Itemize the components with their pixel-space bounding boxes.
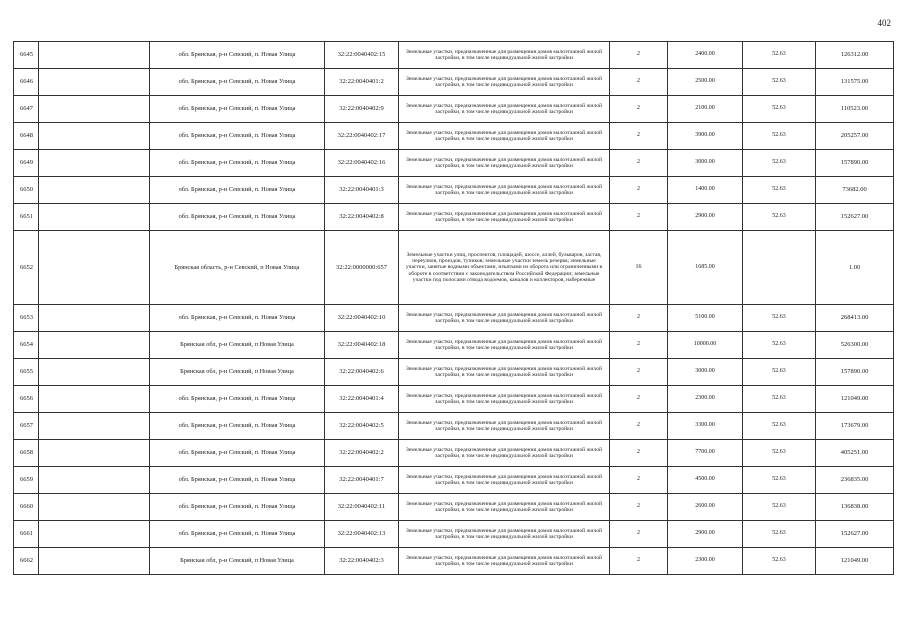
area-cell: 3000.00 xyxy=(668,359,743,386)
area-cell: 2100.00 xyxy=(668,96,743,123)
blank-cell xyxy=(39,521,150,548)
blank-cell xyxy=(39,96,150,123)
cadastral-value-cell: 1.00 xyxy=(816,231,894,305)
row-number: 6650 xyxy=(14,177,39,204)
group-cell: 2 xyxy=(610,494,668,521)
blank-cell xyxy=(39,305,150,332)
cadastral-value-cell: 152627.00 xyxy=(816,521,894,548)
table-row xyxy=(14,548,894,575)
permitted-use-cell: Земельные участки, предназначенные для размещения домов малоэтажной жилой застройки, в том числе индивидуальной жилой застройки xyxy=(399,204,610,231)
area-cell: 1685.00 xyxy=(668,231,743,305)
table-row xyxy=(14,204,894,231)
table-row xyxy=(14,177,894,204)
group-cell: 2 xyxy=(610,467,668,494)
cadastral-number-cell: 32:22:0040402:16 xyxy=(325,150,399,177)
group-cell: 2 xyxy=(610,150,668,177)
blank-cell xyxy=(39,42,150,69)
permitted-use-cell: Земельные участки, предназначенные для размещения домов малоэтажной жилой застройки, в том числе индивидуальной жилой застройки xyxy=(399,42,610,69)
rate-cell: 52.63 xyxy=(743,494,816,521)
permitted-use-cell: Земельные участки, предназначенные для размещения домов малоэтажной жилой застройки, в том числе индивидуальной жилой застройки xyxy=(399,548,610,575)
cadastral-value-cell: 268413.00 xyxy=(816,305,894,332)
cadastral-number-cell: 32:22:0040402:2 xyxy=(325,440,399,467)
area-cell: 2300.00 xyxy=(668,548,743,575)
row-number: 6659 xyxy=(14,467,39,494)
group-cell: 2 xyxy=(610,359,668,386)
row-number: 6660 xyxy=(14,494,39,521)
row-number: 6647 xyxy=(14,96,39,123)
blank-cell xyxy=(39,177,150,204)
rate-cell: 52.63 xyxy=(743,123,816,150)
row-number: 6646 xyxy=(14,69,39,96)
permitted-use-cell: Земельные участки, предназначенные для размещения домов малоэтажной жилой застройки, в том числе индивидуальной жилой застройки xyxy=(399,305,610,332)
address-cell: обл. Брянская, р-н Севский, п. Новая Улица xyxy=(150,177,325,204)
group-cell: 2 xyxy=(610,177,668,204)
table-row xyxy=(14,123,894,150)
address-cell: обл. Брянская, р-н Севский, п. Новая Улица xyxy=(150,305,325,332)
permitted-use-cell: Земельные участки улиц, проспектов, площадей, шоссе, аллей, бульваров, застав, переулков, проездов, тупиков; земельные участки земель резерва; земельные участки, занятые водными объектами, изъятыми из оборота или ограниченными в обороте в соответствии с законодательством Российской Федерации; земельные участки под полосами отвода водоемов, каналов и коллекторов, набережные xyxy=(399,231,610,305)
address-cell: обл. Брянская, р-н Севский, п. Новая Улица xyxy=(150,494,325,521)
address-cell: Брянская обл, р-н Севский, п Новая Улица xyxy=(150,548,325,575)
table-row xyxy=(14,359,894,386)
row-number: 6654 xyxy=(14,332,39,359)
group-cell: 2 xyxy=(610,305,668,332)
row-number: 6652 xyxy=(14,231,39,305)
group-cell: 2 xyxy=(610,123,668,150)
rate-cell: 52.63 xyxy=(743,332,816,359)
table-row xyxy=(14,305,894,332)
page-number: 402 xyxy=(877,18,891,28)
cadastral-number-cell: 32:22:0040402:10 xyxy=(325,305,399,332)
row-number: 6651 xyxy=(14,204,39,231)
group-cell: 2 xyxy=(610,521,668,548)
table-row xyxy=(14,231,894,305)
row-number: 6662 xyxy=(14,548,39,575)
cadastral-number-cell: 32:22:0040401:2 xyxy=(325,69,399,96)
area-cell: 4500.00 xyxy=(668,467,743,494)
group-cell: 16 xyxy=(610,231,668,305)
blank-cell xyxy=(39,548,150,575)
address-cell: обл. Брянская, р-н Севский, п. Новая Улица xyxy=(150,69,325,96)
cadastral-number-cell: 32:22:0040402:18 xyxy=(325,332,399,359)
cadastral-value-cell: 152627.00 xyxy=(816,204,894,231)
address-cell: обл. Брянская, р-н Севский, п. Новая Улица xyxy=(150,413,325,440)
area-cell: 2900.00 xyxy=(668,204,743,231)
rate-cell: 52.63 xyxy=(743,150,816,177)
row-number: 6661 xyxy=(14,521,39,548)
cadastral-value-cell: 136838.00 xyxy=(816,494,894,521)
row-number: 6655 xyxy=(14,359,39,386)
permitted-use-cell: Земельные участки, предназначенные для размещения домов малоэтажной жилой застройки, в том числе индивидуальной жилой застройки xyxy=(399,521,610,548)
permitted-use-cell: Земельные участки, предназначенные для размещения домов малоэтажной жилой застройки, в том числе индивидуальной жилой застройки xyxy=(399,440,610,467)
blank-cell xyxy=(39,440,150,467)
cadastral-value-cell: 110523.00 xyxy=(816,96,894,123)
row-number: 6658 xyxy=(14,440,39,467)
cadastral-number-cell: 32:22:0000000:657 xyxy=(325,231,399,305)
cadastral-number-cell: 32:22:0040401:3 xyxy=(325,177,399,204)
address-cell: обл. Брянская, р-н Севский, п. Новая Улица xyxy=(150,204,325,231)
row-number: 6649 xyxy=(14,150,39,177)
table-row xyxy=(14,96,894,123)
blank-cell xyxy=(39,150,150,177)
area-cell: 3000.00 xyxy=(668,150,743,177)
rate-cell: 52.63 xyxy=(743,69,816,96)
cadastral-value-cell: 121049.00 xyxy=(816,548,894,575)
cadastral-number-cell: 32:22:0040401:7 xyxy=(325,467,399,494)
blank-cell xyxy=(39,69,150,96)
table-body xyxy=(14,42,894,575)
table-row xyxy=(14,69,894,96)
rate-cell: 52.63 xyxy=(743,521,816,548)
cadastral-value-cell: 126312.00 xyxy=(816,42,894,69)
area-cell: 2300.00 xyxy=(668,386,743,413)
area-cell: 3300.00 xyxy=(668,413,743,440)
cadastral-number-cell: 32:22:0040402:5 xyxy=(325,413,399,440)
blank-cell xyxy=(39,332,150,359)
permitted-use-cell: Земельные участки, предназначенные для размещения домов малоэтажной жилой застройки, в том числе индивидуальной жилой застройки xyxy=(399,123,610,150)
rate-cell: 52.63 xyxy=(743,413,816,440)
table-row xyxy=(14,332,894,359)
cadastral-value-cell: 173679.00 xyxy=(816,413,894,440)
address-cell: обл. Брянская, р-н Севский, п. Новая Улица xyxy=(150,150,325,177)
cadastral-value-table xyxy=(13,41,894,575)
rate-cell: 52.63 xyxy=(743,305,816,332)
address-cell: обл. Брянская, р-н Севский, п. Новая Улица xyxy=(150,440,325,467)
cadastral-number-cell: 32:22:0040402:13 xyxy=(325,521,399,548)
cadastral-value-cell: 157890.00 xyxy=(816,150,894,177)
rate-cell: 52.63 xyxy=(743,177,816,204)
blank-cell xyxy=(39,494,150,521)
cadastral-number-cell: 32:22:0040402:3 xyxy=(325,548,399,575)
table-row xyxy=(14,521,894,548)
address-cell: обл. Брянская, р-н Севский, п. Новая Улица xyxy=(150,386,325,413)
group-cell: 2 xyxy=(610,332,668,359)
permitted-use-cell: Земельные участки, предназначенные для размещения домов малоэтажной жилой застройки, в том числе индивидуальной жилой застройки xyxy=(399,467,610,494)
rate-cell: 52.63 xyxy=(743,386,816,413)
permitted-use-cell: Земельные участки, предназначенные для размещения домов малоэтажной жилой застройки, в том числе индивидуальной жилой застройки xyxy=(399,413,610,440)
area-cell: 2900.00 xyxy=(668,521,743,548)
cadastral-number-cell: 32:22:0040402:11 xyxy=(325,494,399,521)
rate-cell xyxy=(743,231,816,305)
group-cell: 2 xyxy=(610,548,668,575)
address-cell: обл. Брянская, р-н Севский, п. Новая Улица xyxy=(150,42,325,69)
address-cell: Брянская обл, р-н Севский, п Новая Улица xyxy=(150,359,325,386)
table-row xyxy=(14,413,894,440)
cadastral-number-cell: 32:22:0040402:9 xyxy=(325,96,399,123)
cadastral-number-cell: 32:22:0040402:15 xyxy=(325,42,399,69)
table-row xyxy=(14,150,894,177)
area-cell: 10000.00 xyxy=(668,332,743,359)
address-cell: обл. Брянская, р-н Севский, п. Новая Улица xyxy=(150,467,325,494)
row-number: 6645 xyxy=(14,42,39,69)
row-number: 6648 xyxy=(14,123,39,150)
row-number: 6656 xyxy=(14,386,39,413)
permitted-use-cell: Земельные участки, предназначенные для размещения домов малоэтажной жилой застройки, в том числе индивидуальной жилой застройки xyxy=(399,332,610,359)
row-number: 6657 xyxy=(14,413,39,440)
area-cell: 2400.00 xyxy=(668,42,743,69)
area-cell: 2600.00 xyxy=(668,494,743,521)
group-cell: 2 xyxy=(610,440,668,467)
cadastral-value-cell: 73682.00 xyxy=(816,177,894,204)
blank-cell xyxy=(39,359,150,386)
rate-cell: 52.63 xyxy=(743,96,816,123)
cadastral-value-cell: 157890.00 xyxy=(816,359,894,386)
blank-cell xyxy=(39,413,150,440)
cadastral-value-cell: 205257.00 xyxy=(816,123,894,150)
rate-cell: 52.63 xyxy=(743,548,816,575)
cadastral-value-cell: 121049.00 xyxy=(816,386,894,413)
cadastral-number-cell: 32:22:0040402:17 xyxy=(325,123,399,150)
permitted-use-cell: Земельные участки, предназначенные для размещения домов малоэтажной жилой застройки, в том числе индивидуальной жилой застройки xyxy=(399,494,610,521)
address-cell: Брянская область, р-н Севский, п Новая Улица xyxy=(150,231,325,305)
permitted-use-cell: Земельные участки, предназначенные для размещения домов малоэтажной жилой застройки, в том числе индивидуальной жилой застройки xyxy=(399,386,610,413)
table-row xyxy=(14,467,894,494)
blank-cell xyxy=(39,467,150,494)
row-number: 6653 xyxy=(14,305,39,332)
area-cell: 1400.00 xyxy=(668,177,743,204)
group-cell: 2 xyxy=(610,69,668,96)
cadastral-number-cell: 32:22:0040402:8 xyxy=(325,204,399,231)
group-cell: 2 xyxy=(610,204,668,231)
group-cell: 2 xyxy=(610,413,668,440)
group-cell: 2 xyxy=(610,42,668,69)
cadastral-value-cell: 526300.00 xyxy=(816,332,894,359)
cadastral-number-cell: 32:22:0040401:4 xyxy=(325,386,399,413)
area-cell: 5100.00 xyxy=(668,305,743,332)
table-row xyxy=(14,440,894,467)
table-row xyxy=(14,386,894,413)
permitted-use-cell: Земельные участки, предназначенные для размещения домов малоэтажной жилой застройки, в том числе индивидуальной жилой застройки xyxy=(399,359,610,386)
area-cell: 2500.00 xyxy=(668,69,743,96)
permitted-use-cell: Земельные участки, предназначенные для размещения домов малоэтажной жилой застройки, в том числе индивидуальной жилой застройки xyxy=(399,150,610,177)
cadastral-number-cell: 32:22:0040402:6 xyxy=(325,359,399,386)
rate-cell: 52.63 xyxy=(743,440,816,467)
permitted-use-cell: Земельные участки, предназначенные для размещения домов малоэтажной жилой застройки, в том числе индивидуальной жилой застройки xyxy=(399,69,610,96)
rate-cell: 52.63 xyxy=(743,359,816,386)
blank-cell xyxy=(39,204,150,231)
cadastral-value-cell: 131575.00 xyxy=(816,69,894,96)
blank-cell xyxy=(39,231,150,305)
address-cell: Брянская обл, р-н Севский, п Новая Улица xyxy=(150,332,325,359)
permitted-use-cell: Земельные участки, предназначенные для размещения домов малоэтажной жилой застройки, в том числе индивидуальной жилой застройки xyxy=(399,177,610,204)
address-cell: обл. Брянская, р-н Севский, п. Новая Улица xyxy=(150,123,325,150)
address-cell: обл. Брянская, р-н Севский, п. Новая Улица xyxy=(150,96,325,123)
area-cell: 7700.00 xyxy=(668,440,743,467)
permitted-use-cell: Земельные участки, предназначенные для размещения домов малоэтажной жилой застройки, в том числе индивидуальной жилой застройки xyxy=(399,96,610,123)
registry-sheet xyxy=(13,41,893,575)
rate-cell: 52.63 xyxy=(743,204,816,231)
group-cell: 2 xyxy=(610,96,668,123)
address-cell: обл. Брянская, р-н Севский, п. Новая Улица xyxy=(150,521,325,548)
table-row xyxy=(14,42,894,69)
blank-cell xyxy=(39,123,150,150)
blank-cell xyxy=(39,386,150,413)
group-cell: 2 xyxy=(610,386,668,413)
table-row xyxy=(14,494,894,521)
cadastral-value-cell: 236835.00 xyxy=(816,467,894,494)
rate-cell: 52.63 xyxy=(743,467,816,494)
cadastral-value-cell: 405251.00 xyxy=(816,440,894,467)
rate-cell: 52.63 xyxy=(743,42,816,69)
area-cell: 3900.00 xyxy=(668,123,743,150)
